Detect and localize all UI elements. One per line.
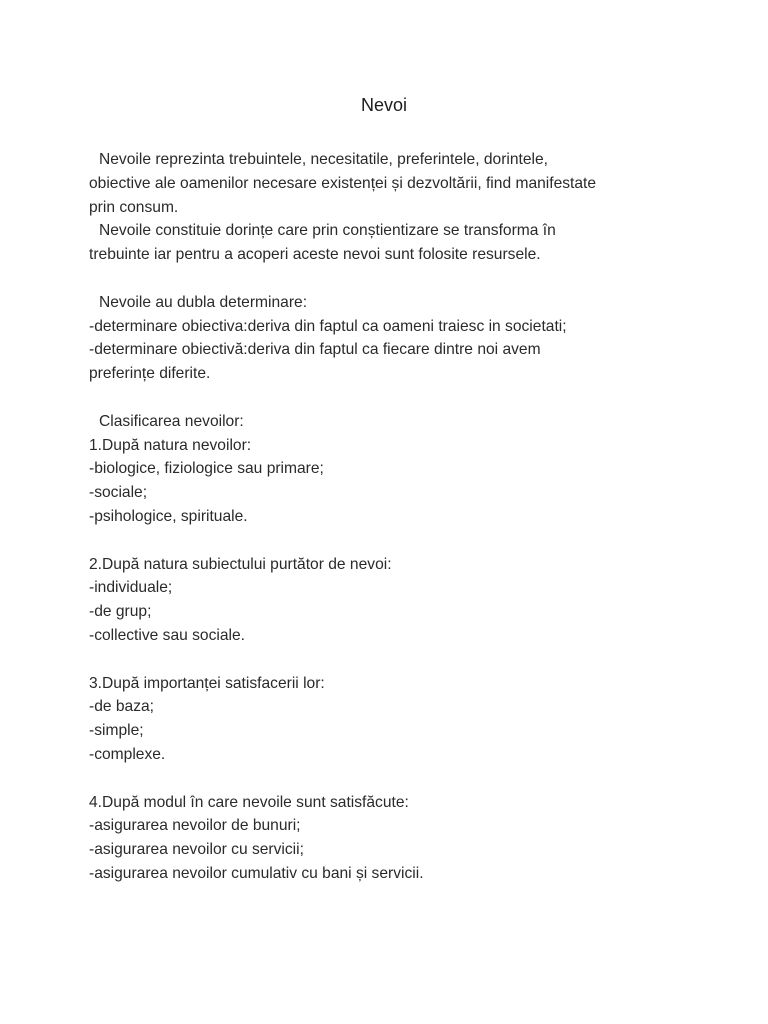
list-item: -asigurarea nevoilor de bunuri; (89, 817, 301, 835)
paragraph-1-line-3: prin consum. (89, 198, 179, 216)
list-item: -asigurarea nevoilor cu servicii; (89, 841, 304, 859)
group-1-title: 1.După natura nevoilor: (89, 436, 252, 454)
document-body (89, 148, 689, 886)
paragraph-2-line-3: -determinare obiectivă:deriva din faptul ca fiecare dintre noi avem (89, 341, 541, 359)
paragraph-1-line-5: trebuinte iar pentru a acoperi aceste nevoi sunt folosite resursele. (89, 246, 541, 264)
group-3-title: 3.După importanței satisfacerii lor: (89, 674, 325, 692)
blank-line (89, 529, 689, 553)
list-item: -psihologice, spirituale. (89, 507, 248, 525)
list-item: -individuale; (89, 579, 173, 597)
paragraph-2-line-4: preferințe diferite. (89, 365, 211, 383)
list-item: -biologice, fiziologice sau primare; (89, 460, 324, 478)
list-item: -sociale; (89, 484, 148, 502)
blank-line (89, 767, 689, 791)
paragraph-1-line-4: Nevoile constituie dorințe care prin conștientizare se transforma în (99, 222, 556, 240)
list-item: -complexe. (89, 745, 166, 763)
list-item: -simple; (89, 722, 144, 740)
group-2-title: 2.După natura subiectului purtător de nevoi: (89, 555, 392, 573)
list-item: -de grup; (89, 603, 152, 621)
paragraph-1-line-2: obiective ale oamenilor necesare existenței și dezvoltării, find manifestate (89, 174, 597, 192)
page-title: Nevoi (360, 95, 408, 115)
list-item: -asigurarea nevoilor cumulativ cu bani și servicii. (89, 864, 424, 882)
classification-heading: Clasificarea nevoilor: (99, 412, 244, 430)
paragraph-2-line-2: -determinare obiectiva:deriva din faptul ca oameni traiesc in societati; (89, 317, 567, 335)
blank-line (89, 386, 689, 410)
blank-line (89, 267, 689, 291)
paragraph-1-line-1: Nevoile reprezinta trebuintele, necesitatile, preferintele, dorintele, (99, 151, 549, 168)
paragraph-2-line-1: Nevoile au dubla determinare: (99, 293, 308, 311)
list-item: -de baza; (89, 698, 155, 716)
group-4-title: 4.După modul în care nevoile sunt satisfăcute: (89, 793, 409, 811)
blank-line (89, 648, 689, 672)
list-item: -collective sau sociale. (89, 626, 246, 644)
